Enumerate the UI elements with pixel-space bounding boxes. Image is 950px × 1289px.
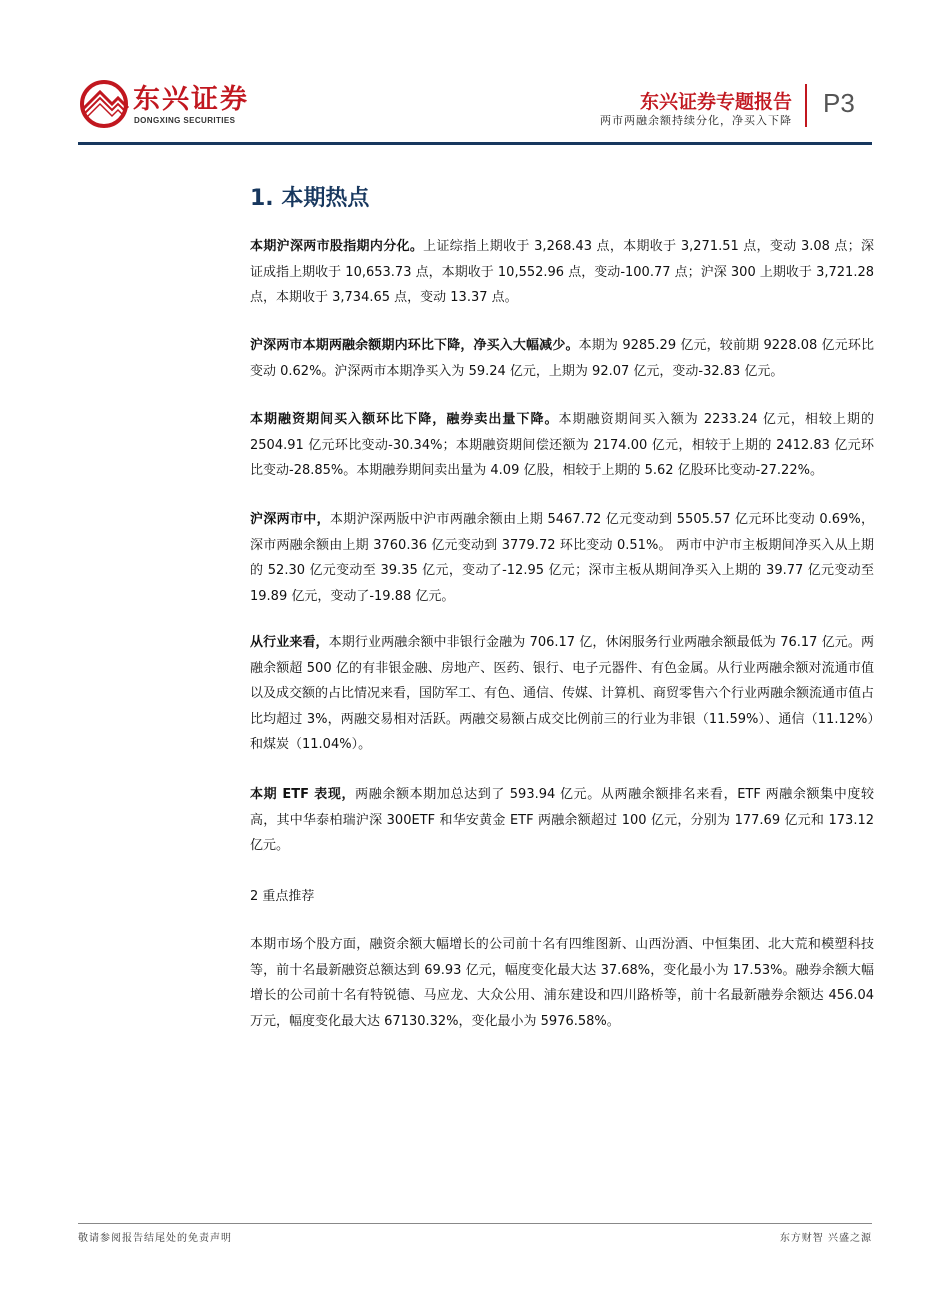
header-rule bbox=[78, 142, 872, 145]
logo-text-cn: 东兴证券 bbox=[133, 84, 249, 115]
paragraph-two-markets bbox=[250, 507, 874, 609]
paragraph-body: 上证综指上期收于 3,268.43 点，本期收于 3,271.51 点，变动 3.08 点；深证成指上期收于 10,653.73 点，本期收于 10,552.96 点，变动-100.77 点；沪深 300 上期收于 3,721.28 点，本期收于 3,734.65 点，变动 13.37 点。 bbox=[250, 239, 874, 305]
paragraph-index-performance bbox=[250, 234, 874, 311]
footer-rule bbox=[78, 1223, 872, 1224]
paragraph-margin-balance bbox=[250, 333, 874, 384]
paragraph-etf bbox=[250, 782, 874, 859]
page-header bbox=[0, 0, 950, 150]
section-title: 1. 本期热点 bbox=[250, 186, 370, 211]
paragraph-lead: 从行业来看， bbox=[250, 635, 329, 650]
paragraph-body: 本期行业两融余额中非银行金融为 706.17 亿，休闲服务行业两融余额最低为 76.17 亿元。两融余额超 500 亿的有非银金融、房地产、医药、银行、电子元器件、有色金属。从行业两融余额对流通市值以及成交额的占比情况来看，国防军工、有色、通信、传媒、计算机、商贸零售六个行业两融余额流通市值占比均超过 3%，两融交易相对活跃。两融交易额占成交比例前三的行业为非银（11.59%）、通信（11.12%）和煤炭（11.04%）。 bbox=[250, 635, 875, 752]
logo-text-en: DONGXING SECURITIES bbox=[134, 116, 236, 125]
paragraph-body: 本期为 9285.29 亿元，较前期 9228.08 亿元环比变动 0.62%。沪深两市本期净买入为 59.24 亿元，上期为 92.07 亿元，变动-32.83 亿元。 bbox=[250, 338, 874, 379]
footer-slogan: 东方财智 兴盛之源 bbox=[779, 1233, 872, 1244]
paragraph-body: 本期融资期间买入额为 2233.24 亿元，相较上期的 2504.91 亿元环比变动-30.34%；本期融资期间偿还额为 2174.00 亿元，相较于上期的 2412.83 亿元环比变动-28.85%。本期融券期间卖出量为 4.09 亿股，相较于上期的 5.62 亿股环比变动-27.22%。 bbox=[250, 412, 874, 478]
paragraph-lead: 沪深两市本期两融余额期内环比下降，净买入大幅减少。 bbox=[250, 338, 579, 353]
paragraph-body: 本期市场个股方面，融资余额大幅增长的公司前十名有四维图新、山西汾酒、中恒集团、北大荒和模塑科技等，前十名最新融资总额达到 69.93 亿元，幅度变化最大达 37.68%，变化最小为 17.53%。融券余额大幅增长的公司前十名有特锐德、马应龙、大众公用、浦东建设和四川路桥等，前十名最新融券余额达 456.04 万元，幅度变化最大达 67130.32%，变化最小为 5976.58%。 bbox=[250, 937, 874, 1029]
paragraph-body: 本期沪深两版中沪市两融余额由上期 5467.72 亿元变动到 5505.57 亿元环比变动 0.69%，深市两融余额由上期 3760.36 亿元变动到 3779.72 环比变动 0.51%。 两市中沪市主板期间净买入从上期的 52.30 亿元变动至 39.35 亿元，变动了-12.95 亿元；深市主板从期间净买入上期的 39.77 亿元变动至 19.89 亿元，变动了-19.88 亿元。 bbox=[250, 512, 874, 604]
paragraph-industry bbox=[250, 630, 874, 758]
paragraph-lead: 本期融资期间买入额环比下降，融券卖出量下降。 bbox=[250, 412, 559, 427]
header-divider bbox=[805, 84, 807, 127]
paragraph-lead: 本期沪深两市股指期内分化。 bbox=[250, 239, 424, 254]
footer-disclaimer: 敬请参阅报告结尾处的免责声明 bbox=[78, 1233, 232, 1244]
paragraph-body: 两融余额本期加总达到了 593.94 亿元。从两融余额排名来看，ETF 两融余额集中度较高，其中华泰柏瑞沪深 300ETF 和华安黄金 ETF 两融余额超过 100 亿元，分别为 177.69 亿元和 173.12 亿元。 bbox=[250, 787, 874, 853]
report-title: 东兴证券专题报告 bbox=[639, 91, 792, 113]
paragraph-lead: 本期 ETF 表现， bbox=[250, 787, 356, 802]
page-number: P3 bbox=[823, 88, 855, 118]
paragraph-lead: 沪深两市中， bbox=[250, 512, 330, 527]
dongxing-logo-icon bbox=[78, 80, 130, 128]
subsection-title: 2 重点推荐 bbox=[250, 889, 315, 904]
paragraph-financing-buy bbox=[250, 407, 874, 484]
paragraph-stock-recommendations bbox=[250, 932, 874, 1034]
report-subtitle: 两市两融余额持续分化，净买入下降 bbox=[600, 114, 792, 127]
